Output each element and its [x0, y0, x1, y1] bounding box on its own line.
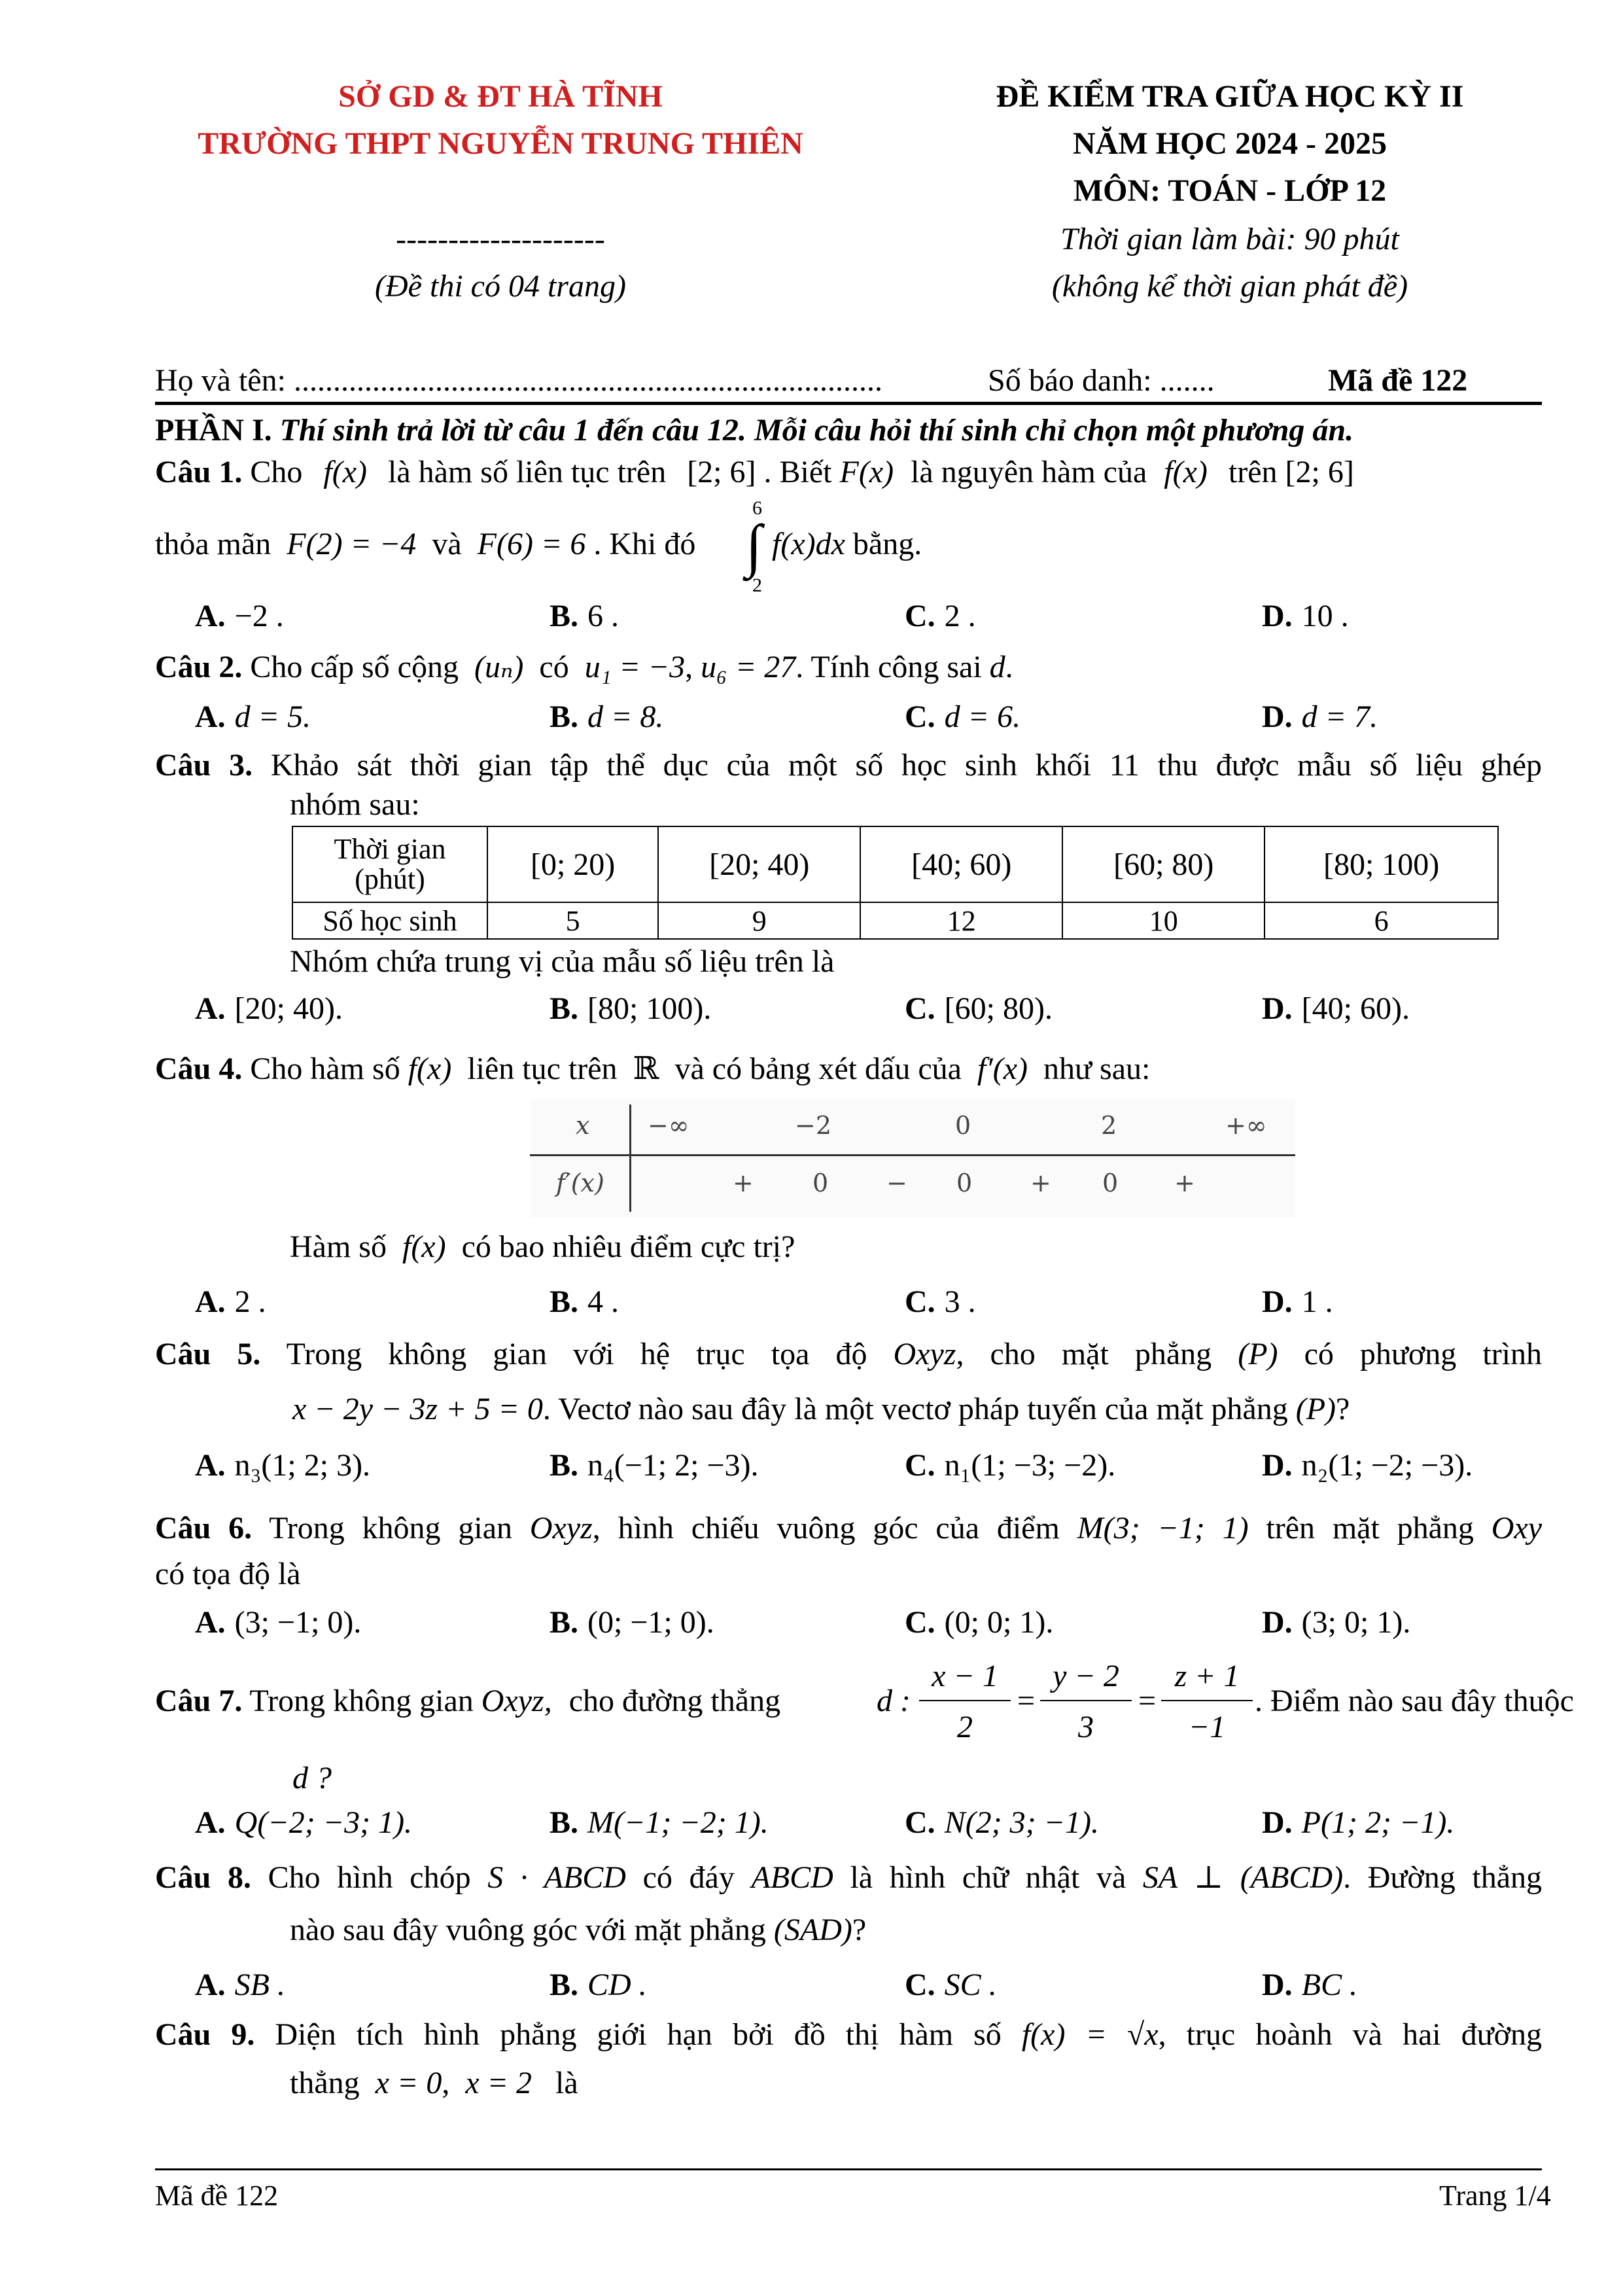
q3-option-d[interactable]	[1262, 989, 1410, 1029]
option-text: (0; −1; 0).	[587, 1605, 714, 1640]
q4-text: liên tục trên	[467, 1051, 618, 1086]
q3-line1	[155, 746, 1542, 785]
option-label: D.	[1262, 699, 1293, 734]
option-text: 2 .	[944, 599, 976, 633]
part1-heading	[155, 411, 1353, 450]
footer-code: Mã đề 122	[155, 2180, 279, 2212]
q1-option-d[interactable]	[1262, 597, 1349, 636]
q8-math: S · ABCD	[487, 1860, 626, 1895]
q5-option-a[interactable]	[195, 1446, 370, 1485]
q2-line	[155, 648, 1013, 687]
option-label: B.	[550, 1805, 579, 1840]
option-text: [60; 80).	[944, 991, 1053, 1026]
q4-math: f(x)	[408, 1051, 452, 1086]
q7-line1	[155, 1682, 780, 1721]
q5-line2	[292, 1390, 1350, 1429]
option-label: B.	[550, 599, 579, 633]
q4-math: ℝ	[633, 1051, 659, 1086]
equals-sign: =	[1017, 1684, 1036, 1718]
q3-after: Nhóm chứa trung vị của mẫu số liệu trên là	[290, 944, 835, 979]
table-count: 9	[658, 902, 860, 939]
q2-text: Cho cấp số cộng	[250, 650, 459, 684]
sign-x-value: +∞	[1225, 1111, 1267, 1140]
option-label: A.	[195, 1805, 226, 1840]
table-count: 12	[860, 902, 1062, 939]
option-label: A.	[195, 599, 226, 633]
time-note: (không kể thời gian phát đề)	[1051, 269, 1408, 304]
q8-math: (SAD)	[773, 1913, 852, 1947]
student-id-field: Số báo danh: .......	[988, 363, 1215, 398]
q4-text: Hàm số	[290, 1229, 387, 1264]
sign-x-value: 2	[1101, 1111, 1117, 1140]
option-label: B.	[550, 991, 579, 1026]
q5-line1	[155, 1335, 1542, 1374]
q9-text: , trục hoành và hai đường	[1158, 2017, 1543, 2052]
q9-text: Diện tích hình phẳng giới hạn bởi đồ thị hàm số	[275, 2017, 1002, 2052]
option-text: 2 .	[234, 1284, 266, 1319]
frac3-bar	[1161, 1700, 1253, 1701]
q1-math: f(x)	[1164, 455, 1208, 489]
option-text: (3; −1; 0).	[234, 1605, 362, 1640]
table-header-time	[292, 826, 487, 902]
q3-option-c[interactable]	[905, 989, 1053, 1029]
q2-option-a[interactable]	[195, 698, 311, 737]
q4-math: f′(x)	[977, 1051, 1028, 1086]
q2-text: .	[1005, 650, 1013, 684]
table-header-count: Số học sinh	[292, 902, 487, 939]
option-text: [80; 100).	[587, 991, 712, 1026]
option-text: Q(−2; −3; 1).	[234, 1805, 413, 1840]
q6-option-b[interactable]	[550, 1603, 714, 1642]
q2-math: d	[989, 650, 1005, 684]
option-text: N(2; 3; −1).	[944, 1805, 1100, 1840]
school-name: TRƯỜNG THPT NGUYỄN TRUNG THIÊN	[198, 126, 803, 161]
option-label: B.	[550, 1448, 579, 1483]
option-label: D.	[1262, 1284, 1293, 1319]
exam-code: Mã đề 122	[1328, 363, 1468, 398]
option-text: 3 .	[944, 1284, 976, 1319]
q8-option-b[interactable]	[550, 1966, 647, 2005]
q9-math: x = 2	[465, 2066, 532, 2100]
sign-x-value: 0	[955, 1111, 971, 1140]
q3-label: Câu 3.	[155, 748, 253, 783]
q1-option-b[interactable]	[550, 597, 619, 636]
option-text: n₄(−1; 2; −3).	[587, 1448, 759, 1483]
q8-math: SA ⊥ (ABCD)	[1142, 1860, 1344, 1895]
q1-text: . Khi đó	[593, 527, 696, 561]
subject: MÔN: TOÁN - LỚP 12	[1073, 173, 1387, 208]
q6-option-d[interactable]	[1262, 1603, 1410, 1642]
sign-fp-label: f′(x)	[556, 1169, 604, 1197]
q4-question	[290, 1227, 795, 1267]
q8-line2	[290, 1911, 866, 1950]
option-text: SB .	[234, 1968, 285, 2002]
q9-math: x = 0	[375, 2066, 442, 2100]
q8-text: . Đường thẳng	[1343, 1860, 1543, 1895]
table-count: 5	[487, 902, 658, 939]
q2-label: Câu 2.	[155, 650, 243, 684]
integral-sign: ∫	[746, 514, 762, 578]
q5-math: (P)	[1295, 1392, 1336, 1426]
sign-value: 0	[1102, 1169, 1119, 1197]
pages-note: (Đề thi có 04 trang)	[375, 269, 626, 304]
option-text: d = 8.	[587, 699, 664, 734]
option-label: A.	[195, 1448, 226, 1483]
option-text: −2 .	[234, 599, 284, 633]
sign-value: 0	[812, 1169, 829, 1197]
option-text: (0; 0; 1).	[944, 1605, 1054, 1640]
option-label: C.	[905, 599, 935, 633]
q6-option-a[interactable]	[195, 1603, 361, 1642]
q8-option-c[interactable]	[905, 1966, 997, 2005]
q1-text: thỏa mãn	[155, 527, 271, 561]
option-text: (3; 0; 1).	[1301, 1605, 1411, 1640]
q1-text: . Biết	[763, 455, 832, 489]
q6-math: M(3; −1; 1)	[1077, 1511, 1249, 1545]
q7-math: Oxyz,	[481, 1684, 552, 1718]
frac3-den: −1	[1188, 1710, 1226, 1744]
q6-line1	[155, 1509, 1542, 1548]
time-allowed: Thời gian làm bài: 90 phút	[1060, 222, 1399, 256]
q9-math: f(x) = √x	[1021, 2017, 1159, 2052]
frac2-num: y − 2	[1053, 1659, 1119, 1693]
q4-label: Câu 4.	[155, 1051, 243, 1086]
q1-text: trên [2; 6]	[1228, 455, 1354, 489]
q7-label: Câu 7.	[155, 1684, 243, 1718]
option-label: D.	[1262, 1605, 1293, 1640]
q5-text: . Vectơ nào sau đây là một vectơ pháp tuyến của mặt phẳng	[542, 1392, 1288, 1426]
option-label: C.	[905, 1448, 935, 1483]
exam-title: ĐỀ KIỂM TRA GIỮA HỌC KỲ II	[996, 79, 1464, 114]
q2-text: ,	[685, 650, 693, 684]
sign-value: +	[1030, 1169, 1051, 1197]
option-label: D.	[1262, 1448, 1293, 1483]
sign-table-hline	[530, 1154, 1295, 1156]
sign-value: 0	[956, 1169, 973, 1197]
table-interval: [80; 100)	[1265, 826, 1498, 902]
q1-option-a[interactable]	[195, 597, 284, 636]
part1-label: PHẦN I.	[155, 413, 272, 448]
option-label: B.	[550, 1284, 579, 1319]
option-label: A.	[195, 991, 226, 1026]
q1-label: Câu 1.	[155, 455, 243, 489]
q8-text: có đáy	[642, 1860, 735, 1895]
frac2-bar	[1040, 1700, 1132, 1701]
q5-text: Trong không gian với hệ trục tọa độ	[286, 1337, 867, 1371]
q8-text: nào sau đây vuông góc với mặt phẳng	[290, 1913, 766, 1947]
q6-math: Oxy	[1491, 1511, 1543, 1545]
q6-text: , hình chiếu vuông góc của điểm	[592, 1511, 1060, 1545]
q5-option-b[interactable]	[550, 1446, 759, 1485]
option-label: A.	[195, 699, 226, 734]
q2-math: (uₙ)	[474, 650, 524, 684]
option-label: B.	[550, 1605, 579, 1640]
integral-upper: 6	[752, 497, 762, 519]
q4-option-c[interactable]	[905, 1282, 976, 1322]
q1-text: Cho	[250, 455, 303, 489]
q8-text: ?	[852, 1913, 867, 1947]
q1-line1	[155, 453, 1354, 492]
option-text: d = 5.	[234, 699, 311, 734]
q4-line	[155, 1050, 1150, 1089]
q2-option-d[interactable]	[1262, 698, 1378, 737]
header-dashes: --------------------	[396, 222, 605, 256]
frac2-den: 3	[1078, 1710, 1094, 1744]
option-label: D.	[1262, 1805, 1293, 1840]
option-label: A.	[195, 1605, 226, 1640]
q5-option-d[interactable]	[1262, 1446, 1473, 1485]
option-text: M(−1; −2; 1).	[587, 1805, 769, 1840]
q9-text: là	[555, 2066, 578, 2100]
q9-line1	[155, 2015, 1542, 2055]
option-text: 10 .	[1301, 599, 1349, 633]
q8-line1	[155, 1858, 1542, 1898]
q3-data-table	[292, 826, 1499, 940]
sign-value: −	[886, 1169, 907, 1197]
q2-text: có	[539, 650, 569, 684]
option-label: D.	[1262, 991, 1293, 1026]
option-text: d = 6.	[944, 699, 1021, 734]
frac3-num: z + 1	[1174, 1659, 1240, 1693]
q1-text: và	[432, 527, 462, 561]
integral-lower: 2	[752, 574, 762, 596]
option-label: A.	[195, 1968, 226, 2002]
q1-integral-tail	[772, 525, 922, 564]
table-count: 10	[1062, 902, 1265, 939]
q2-option-c[interactable]	[905, 698, 1021, 737]
sign-x-value: −2	[795, 1111, 832, 1140]
sign-table	[530, 1099, 1295, 1217]
q1-text: bằng.	[852, 527, 922, 561]
table-header-line: Thời gian	[334, 833, 446, 865]
option-label: C.	[905, 1605, 935, 1640]
q3-text: Khảo sát thời gian tập thể dục của một số học sinh khối 11 thu được mẫu số liệu ghép	[270, 748, 1543, 783]
q4-math: f(x)	[402, 1229, 446, 1264]
sign-value: +	[733, 1169, 754, 1197]
q9-text: ,	[442, 2066, 450, 2100]
option-label: A.	[195, 1284, 226, 1319]
q1-text: là nguyên hàm của	[911, 455, 1147, 489]
table-interval: [0; 20)	[487, 826, 658, 902]
option-text: CD .	[587, 1968, 647, 2002]
sign-table-vline	[629, 1104, 631, 1212]
option-label: C.	[905, 1968, 935, 2002]
table-interval: [60; 80)	[1062, 826, 1265, 902]
option-text: d = 7.	[1301, 699, 1378, 734]
dept-name: SỞ GD & ĐT HÀ TĨNH	[338, 79, 663, 114]
table-interval: [40; 60)	[860, 826, 1062, 902]
q8-math: ABCD	[751, 1860, 833, 1895]
q6-text: trên mặt phẳng	[1266, 1511, 1474, 1545]
q5-math: x − 2y − 3z + 5 = 0	[292, 1392, 543, 1426]
q3-option-a[interactable]	[195, 989, 343, 1029]
q8-option-a[interactable]	[195, 1966, 285, 2005]
q4-text: có bao nhiêu điểm cực trị?	[461, 1229, 795, 1264]
q1-math: f(x)dx	[772, 527, 845, 561]
table-interval: [20; 40)	[658, 826, 860, 902]
q1-math: f(x)	[323, 455, 367, 489]
option-text: n₁(1; −3; −2).	[944, 1448, 1116, 1483]
option-text: n₃(1; 2; 3).	[234, 1448, 371, 1483]
header-rule	[155, 402, 1542, 405]
q2-math: u₁ = −3	[584, 650, 686, 684]
part1-instruction: Thí sinh trả lời từ câu 1 đến câu 12. Mỗi câu hỏi thí sinh chỉ chọn một phương án.	[279, 413, 1354, 448]
table-header-line: (phút)	[355, 863, 425, 895]
q9-label: Câu 9.	[155, 2017, 255, 2052]
footer-rule	[155, 2168, 1542, 2170]
q1-option-c[interactable]	[905, 597, 976, 636]
frac1-num: x − 1	[932, 1659, 998, 1693]
option-text: 4 .	[587, 1284, 620, 1319]
table-count: 6	[1265, 902, 1498, 939]
frac1-bar	[919, 1700, 1011, 1701]
q2-option-b[interactable]	[550, 698, 663, 737]
option-label: C.	[905, 991, 935, 1026]
q4-text: Cho hàm số	[250, 1051, 400, 1086]
q7-option-b[interactable]	[550, 1803, 769, 1843]
q4-text: và có bảng xét dấu của	[674, 1051, 962, 1086]
q6-text: Trong không gian	[269, 1511, 513, 1545]
q1-math: F(6) = 6	[477, 527, 586, 561]
q4-option-b[interactable]	[550, 1282, 619, 1322]
q7-line2: d ?	[292, 1761, 332, 1795]
sign-value: +	[1174, 1169, 1195, 1197]
student-name-field: Họ và tên: ...........................................................................	[155, 363, 882, 398]
q3-option-b[interactable]	[550, 989, 711, 1029]
q8-label: Câu 8.	[155, 1860, 251, 1895]
q1-math: F(x)	[839, 455, 894, 489]
q6-option-c[interactable]	[905, 1603, 1053, 1642]
q2-math: u₆ = 27	[701, 650, 796, 684]
option-label: D.	[1262, 599, 1293, 633]
q7-option-c[interactable]	[905, 1803, 1099, 1843]
q5-text: , cho mặt phẳng	[956, 1337, 1212, 1371]
q1-text: là hàm số liên tục trên	[387, 455, 667, 489]
q1-math: [2; 6]	[687, 455, 756, 489]
footer-page: Trang 1/4	[1439, 2180, 1551, 2212]
sign-x-value: −∞	[648, 1111, 689, 1140]
option-text: 1 .	[1301, 1284, 1333, 1319]
equals-sign: =	[1138, 1684, 1157, 1718]
q7-text: cho đường thẳng	[568, 1684, 781, 1718]
q5-label: Câu 5.	[155, 1337, 261, 1371]
q2-text: . Tính công sai	[795, 650, 982, 684]
q7-option-a[interactable]	[195, 1803, 412, 1843]
q3-line2: nhóm sau:	[290, 787, 420, 822]
q4-option-d[interactable]	[1262, 1282, 1333, 1322]
option-label: B.	[550, 699, 579, 734]
q7-d-label: d :	[877, 1684, 911, 1718]
q7-option-d[interactable]	[1262, 1803, 1454, 1843]
option-label: C.	[905, 699, 935, 734]
option-text: P(1; 2; −1).	[1301, 1805, 1455, 1840]
q5-text: có phương trình	[1304, 1337, 1543, 1371]
q6-line2: có tọa độ là	[155, 1557, 301, 1591]
q9-line2	[290, 2064, 578, 2103]
q4-text: như sau:	[1043, 1051, 1151, 1086]
q4-option-a[interactable]	[195, 1282, 266, 1322]
q8-text: là hình chữ nhật và	[850, 1860, 1126, 1895]
frac1-den: 2	[957, 1710, 973, 1744]
option-label: C.	[905, 1805, 935, 1840]
q5-text: ?	[1336, 1392, 1350, 1426]
option-text: SC .	[944, 1968, 997, 2002]
q8-text: Cho hình chóp	[268, 1860, 471, 1895]
option-text: BC .	[1301, 1968, 1358, 2002]
q5-math: (P)	[1238, 1337, 1278, 1371]
option-text: [20; 40).	[234, 991, 343, 1026]
option-label: C.	[905, 1284, 935, 1319]
option-label: D.	[1262, 1968, 1293, 2002]
q6-label: Câu 6.	[155, 1511, 253, 1545]
q1-math: F(2) = −4	[287, 527, 417, 561]
q6-math: Oxyz	[529, 1511, 593, 1545]
q1-line2	[155, 525, 695, 564]
q5-option-c[interactable]	[905, 1446, 1115, 1485]
q7-text-tail: . Điểm nào sau đây thuộc	[1255, 1684, 1574, 1718]
option-text: n₂(1; −2; −3).	[1301, 1448, 1473, 1483]
q5-math: Oxyz	[893, 1337, 956, 1371]
q9-text: thẳng	[290, 2066, 360, 2100]
q7-text: Trong không gian	[249, 1684, 474, 1718]
option-label: B.	[550, 1968, 579, 2002]
option-text: 6 .	[587, 599, 620, 633]
option-text: [40; 60).	[1301, 991, 1410, 1026]
sign-x-label: x	[576, 1111, 590, 1140]
q8-option-d[interactable]	[1262, 1966, 1357, 2005]
school-year: NĂM HỌC 2024 - 2025	[1073, 126, 1387, 161]
